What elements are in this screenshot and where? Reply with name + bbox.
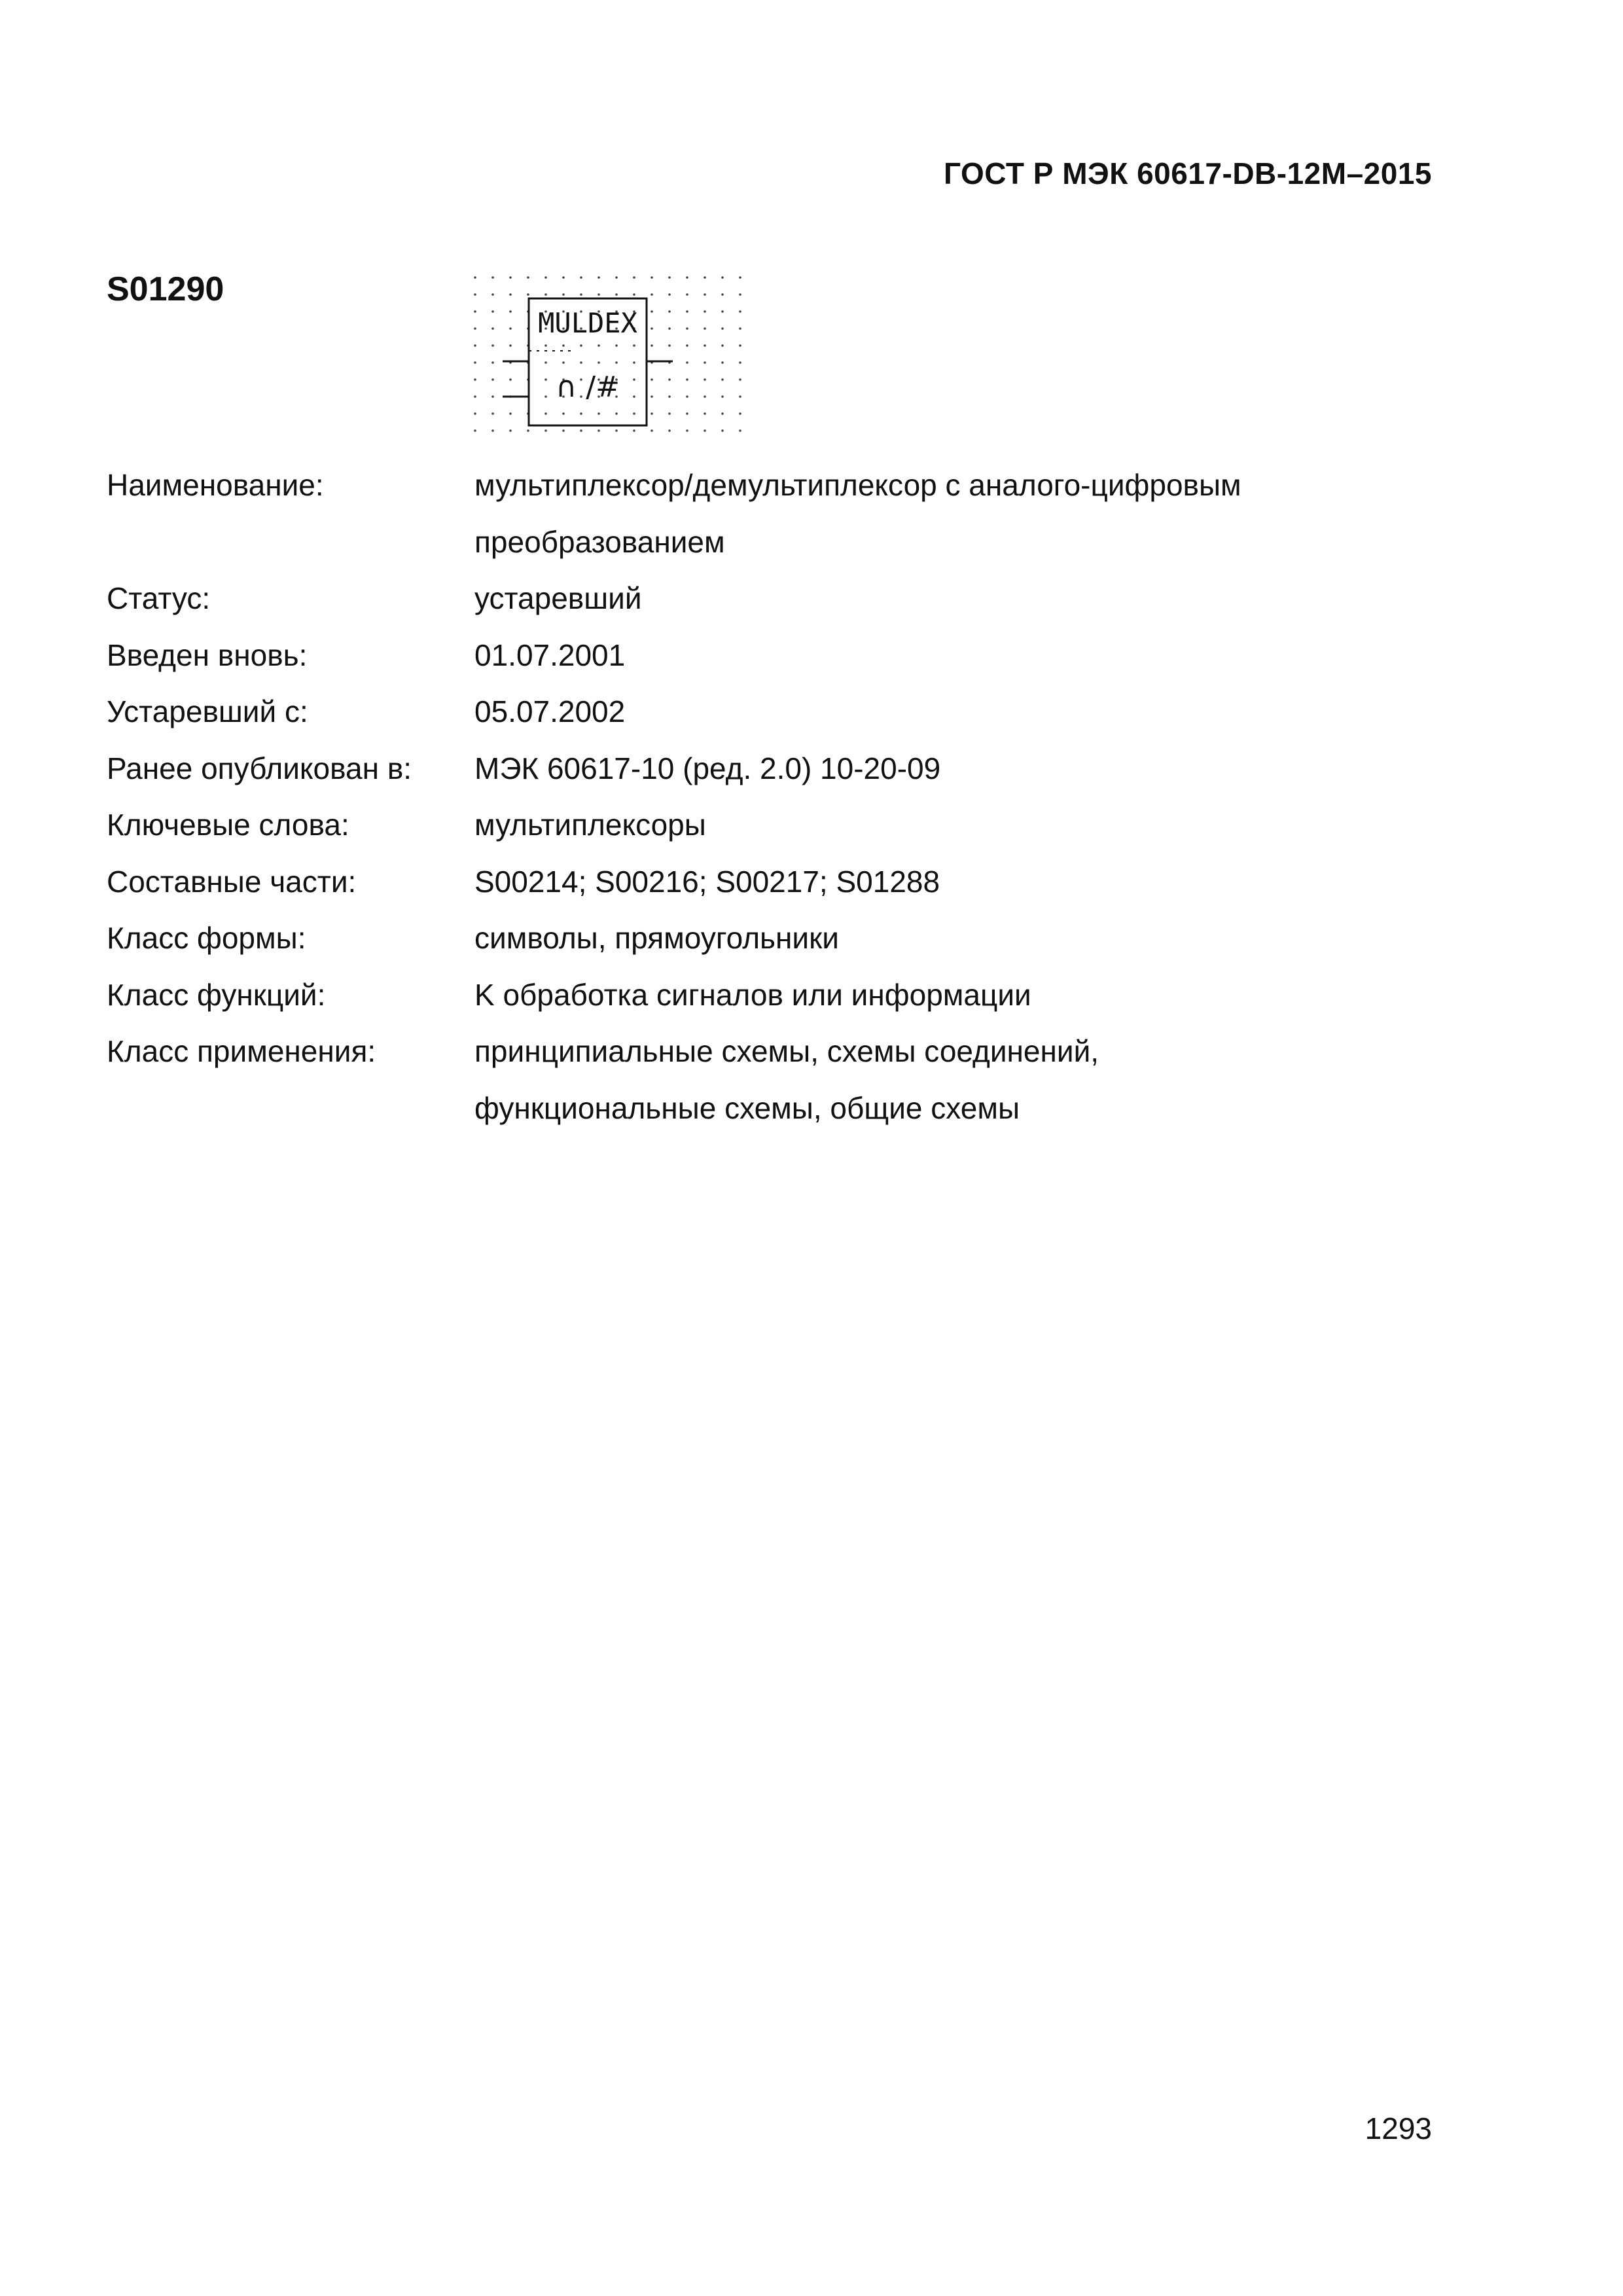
property-label: Устаревший с:	[107, 694, 308, 728]
grid-dot	[562, 276, 565, 279]
property-value	[474, 627, 1416, 684]
grid-dot	[739, 361, 741, 364]
grid-dot	[491, 395, 494, 398]
grid-dot	[474, 293, 476, 296]
property-value-line: преобразованием	[474, 524, 725, 559]
property-value	[474, 797, 1416, 853]
grid-dot	[527, 293, 529, 296]
grid-dot	[527, 429, 529, 432]
grid-dot	[686, 412, 688, 415]
grid-dot	[491, 310, 494, 313]
grid-dot	[491, 276, 494, 279]
grid-dot	[615, 429, 618, 432]
grid-dot	[633, 395, 635, 398]
grid-dot	[721, 361, 724, 364]
property-row	[107, 1023, 1416, 1136]
grid-dot	[597, 361, 600, 364]
grid-dot	[633, 293, 635, 296]
grid-dot	[686, 310, 688, 313]
grid-dot	[686, 293, 688, 296]
grid-dot	[686, 344, 688, 347]
grid-dot	[562, 429, 565, 432]
grid-dot	[597, 429, 600, 432]
grid-dot	[668, 378, 671, 381]
property-row	[107, 797, 1416, 853]
grid-dot	[474, 327, 476, 330]
grid-dot	[739, 378, 741, 381]
grid-dot	[651, 378, 653, 381]
grid-dot	[615, 412, 618, 415]
grid-dot	[474, 310, 476, 313]
property-value	[474, 570, 1416, 627]
property-label: Класс применения:	[107, 1034, 376, 1068]
grid-dot	[491, 344, 494, 347]
grid-dot	[633, 429, 635, 432]
property-value	[474, 740, 1416, 797]
grid-dot	[544, 276, 547, 279]
grid-dot	[739, 344, 741, 347]
grid-dot	[739, 276, 741, 279]
property-row	[107, 627, 1416, 684]
grid-dot	[491, 412, 494, 415]
property-row	[107, 967, 1416, 1024]
grid-dot	[491, 378, 494, 381]
property-value-line: символы, прямоугольники	[474, 921, 839, 955]
grid-dot	[544, 412, 547, 415]
grid-dot	[668, 344, 671, 347]
property-value-line: принципиальные схемы, схемы соединений,	[474, 1034, 1099, 1068]
grid-dot	[704, 344, 706, 347]
property-label: Составные части:	[107, 864, 357, 899]
grid-dot	[562, 361, 565, 364]
grid-dot	[704, 276, 706, 279]
grid-dot	[686, 378, 688, 381]
grid-dot	[474, 276, 476, 279]
grid-dot	[509, 276, 512, 279]
grid-dot	[633, 412, 635, 415]
grid-dot	[615, 361, 618, 364]
property-value-line: 05.07.2002	[474, 694, 626, 728]
grid-dot	[739, 412, 741, 415]
muldex-symbol-figure	[458, 268, 753, 452]
grid-dot	[668, 293, 671, 296]
grid-dot	[562, 344, 565, 347]
grid-dot	[544, 344, 547, 347]
grid-dot	[704, 327, 706, 330]
property-row	[107, 457, 1416, 570]
grid-dot	[474, 361, 476, 364]
grid-dot	[509, 378, 512, 381]
property-row	[107, 853, 1416, 910]
property-value	[474, 683, 1416, 740]
grid-dot	[509, 293, 512, 296]
property-value-line: функциональные схемы, общие схемы	[474, 1090, 1020, 1125]
grid-dot	[739, 429, 741, 432]
grid-dot	[668, 412, 671, 415]
grid-dot	[474, 344, 476, 347]
grid-dot	[544, 293, 547, 296]
grid-dot	[491, 293, 494, 296]
grid-dot	[721, 293, 724, 296]
grid-dot	[597, 412, 600, 415]
grid-dot	[686, 276, 688, 279]
grid-dot	[721, 344, 724, 347]
property-label: Статус:	[107, 581, 211, 615]
grid-dot	[704, 412, 706, 415]
page-number: 1293	[1364, 2111, 1432, 2145]
grid-dot	[597, 276, 600, 279]
grid-dot	[580, 412, 582, 415]
grid-dot	[491, 361, 494, 364]
property-value	[474, 967, 1416, 1024]
grid-dot	[739, 293, 741, 296]
property-label: Наименование:	[107, 468, 324, 502]
grid-dot	[651, 344, 653, 347]
property-list	[107, 457, 1416, 1136]
grid-dot	[615, 276, 618, 279]
grid-dot	[633, 276, 635, 279]
grid-dot	[668, 429, 671, 432]
property-value-line: устаревший	[474, 581, 642, 615]
grid-dot	[544, 361, 547, 364]
grid-dot	[562, 412, 565, 415]
property-label: Класс формы:	[107, 921, 306, 955]
grid-dot	[686, 429, 688, 432]
grid-dot	[474, 429, 476, 432]
grid-dot	[491, 429, 494, 432]
grid-dot	[633, 361, 635, 364]
grid-dot	[544, 429, 547, 432]
muldex-qualifier: ∩ /#	[556, 370, 620, 404]
grid-dot	[739, 310, 741, 313]
grid-dot	[651, 412, 653, 415]
property-label: Класс функций:	[107, 977, 326, 1012]
grid-dot	[580, 293, 582, 296]
grid-dot	[739, 395, 741, 398]
grid-dot	[633, 378, 635, 381]
grid-dot	[509, 327, 512, 330]
grid-dot	[509, 310, 512, 313]
symbol-code: S01290	[107, 270, 224, 308]
property-label: Введен вновь:	[107, 637, 308, 672]
grid-dot	[544, 378, 547, 381]
grid-dot	[704, 293, 706, 296]
property-label: Ключевые слова:	[107, 808, 349, 842]
grid-dot	[668, 310, 671, 313]
grid-dot	[704, 429, 706, 432]
grid-dot	[686, 327, 688, 330]
grid-dot	[651, 293, 653, 296]
grid-dot	[721, 276, 724, 279]
grid-dot	[721, 327, 724, 330]
grid-dot	[580, 276, 582, 279]
standard-designation: ГОСТ Р МЭК 60617-DB-12М–2015	[944, 156, 1432, 190]
grid-dot	[491, 327, 494, 330]
grid-dot	[721, 310, 724, 313]
grid-dot	[651, 429, 653, 432]
grid-dot	[509, 344, 512, 347]
grid-dot	[704, 310, 706, 313]
property-row	[107, 683, 1416, 740]
grid-dot	[721, 412, 724, 415]
grid-dot	[651, 327, 653, 330]
property-value-line: мультиплексоры	[474, 808, 706, 842]
grid-dot	[527, 276, 529, 279]
grid-dot	[721, 378, 724, 381]
property-row	[107, 740, 1416, 797]
grid-dot	[474, 395, 476, 398]
grid-dot	[704, 361, 706, 364]
property-label: Ранее опубликован в:	[107, 751, 412, 785]
grid-dot	[704, 395, 706, 398]
property-row	[107, 570, 1416, 627]
grid-dot	[580, 429, 582, 432]
grid-dot	[562, 293, 565, 296]
grid-dot	[686, 395, 688, 398]
grid-dot	[721, 395, 724, 398]
grid-dot	[686, 361, 688, 364]
property-value-line: МЭК 60617-10 (ред. 2.0) 10-20-09	[474, 751, 941, 785]
grid-dot	[597, 293, 600, 296]
property-value-line: S00214; S00216; S00217; S01288	[474, 864, 940, 899]
property-value	[474, 853, 1416, 910]
dot-grid	[474, 276, 741, 432]
grid-dot	[668, 395, 671, 398]
property-value-line: 01.07.2001	[474, 637, 626, 672]
grid-dot	[580, 361, 582, 364]
grid-dot	[474, 412, 476, 415]
grid-dot	[597, 344, 600, 347]
property-row	[107, 910, 1416, 967]
grid-dot	[668, 327, 671, 330]
grid-dot	[704, 378, 706, 381]
property-value-line: мультиплексор/демультиплексор с аналого-цифровым	[474, 468, 1241, 502]
property-value	[474, 457, 1416, 570]
grid-dot	[544, 395, 547, 398]
property-value	[474, 910, 1416, 967]
grid-dot	[651, 310, 653, 313]
grid-dot	[509, 412, 512, 415]
grid-dot	[651, 395, 653, 398]
grid-dot	[615, 344, 618, 347]
muldex-label: MULDEX	[538, 307, 637, 339]
grid-dot	[615, 293, 618, 296]
property-value	[474, 1023, 1416, 1136]
grid-dot	[668, 276, 671, 279]
grid-dot	[633, 344, 635, 347]
grid-dot	[580, 344, 582, 347]
grid-dot	[509, 429, 512, 432]
grid-dot	[739, 327, 741, 330]
grid-dot	[474, 378, 476, 381]
grid-dot	[721, 429, 724, 432]
grid-dot	[651, 276, 653, 279]
property-value-line: K обработка сигналов или информации	[474, 977, 1031, 1012]
